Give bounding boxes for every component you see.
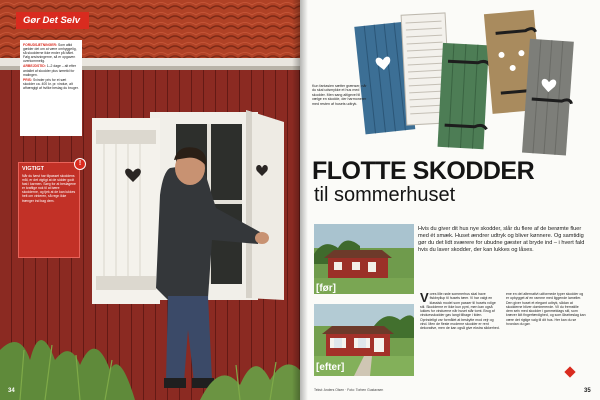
fact-text: Svinder pris for et sæt skodder ca. 400 kr. pr. vindue, alt afhængigt af hvilke beslag du bruger.	[23, 77, 79, 90]
spine-shadow	[292, 0, 308, 400]
fact-text: Som altid gælder det om at være omhyggelig, så skodderne ikke ender på bålet. Følg anvisningerne, så er opgaven overkommelig.	[23, 43, 77, 64]
after-label: [efter]	[316, 362, 345, 373]
fact-text: 1–2 dage – alt efter antallet af skodder plus tørretid for malingen.	[23, 64, 76, 77]
tip-label: VIGTIGT	[22, 166, 44, 172]
drop-cap: V	[420, 292, 429, 305]
photo-credit: Tekst: Anders Olsen · Foto: Torben Gustavsen	[314, 388, 384, 392]
grey-shutter	[522, 39, 576, 156]
subheadline: til sommerhuset	[314, 184, 456, 206]
page-number-left: 34	[8, 388, 15, 394]
green-shutter	[438, 43, 491, 149]
info-icon: !	[74, 158, 86, 170]
page-number-right: 35	[584, 388, 591, 394]
fact-heading: FORUDSÆTNINGER:	[23, 43, 58, 47]
body-text: ores lille røde sommerhus skal have fiskbryllup til husets tæer. Vi har valgt en klassisk model som passer til husets rolige stil. Skodderne er ikke kun pynt, men kan også lukkes for vinduerne når huset står tomt. Brug af vinduesskodder gav langt tilbage i tiden. Oprindeligt var formålet at beskytte mod vejr og vind. Men de fleste moderne skodder er rent dekorative, men de kan også give ekstra sikkerhed.	[420, 292, 500, 331]
fact-heading: ARBEJDSTID:	[23, 64, 46, 69]
fact-box	[20, 40, 82, 136]
right-page	[300, 0, 600, 400]
fact-heading: PRIS:	[23, 77, 33, 82]
tip-box	[18, 162, 80, 258]
tip-text: Når du først har tilpasset skoddens mål, er det vigtigt at de sidder godt fast i karmen. Sørg for at beslagene er kraftige nok til at bære skodderne, og tjek at de kan lukkes helt om vinteren, så regn ikke trænger ind bag dem.	[22, 174, 76, 203]
right-shutter	[246, 110, 284, 300]
headline: FLOTTE SKODDER	[312, 157, 535, 185]
lead-paragraph: Hvis du giver dit hus nye skodder, slår du flere af de berømte fluer med ét smæk. Huset ændrer udtryk og bliver kønnere. Og samtidig gør du det lidt sværere for ubudne gæster at bryde ind – i hvert fald hvis du laver skodder, der kan lukkes og låses.	[418, 226, 585, 253]
body-text: ene en del alternativt udformede typer skodder og er opbygget af en ramme med liggende lameller. Den giver huset et elegant udtryk, sådan at skodderne bliver dominerende. Vil du fremstille dem selv med skodder i gammeldags stil, som kræver lidt fingerfærdighed, og som låsebeslag kan være det rigtige valg til dit hus. Her kan du se hvordan du gør.	[506, 292, 586, 327]
before-label: [før]	[316, 283, 336, 294]
shutter-samples	[300, 0, 600, 160]
left-shutter	[92, 118, 160, 304]
section-tag: Gør Det Selv	[16, 12, 89, 29]
callout-text: Kun fantasien sætter grænser, når du skal udsmykke et hus med skodder. Men sang altigevel til vælge en skodde, der harmonerer med resten af husets udtryk.	[312, 84, 367, 106]
body-column-1	[420, 292, 500, 384]
